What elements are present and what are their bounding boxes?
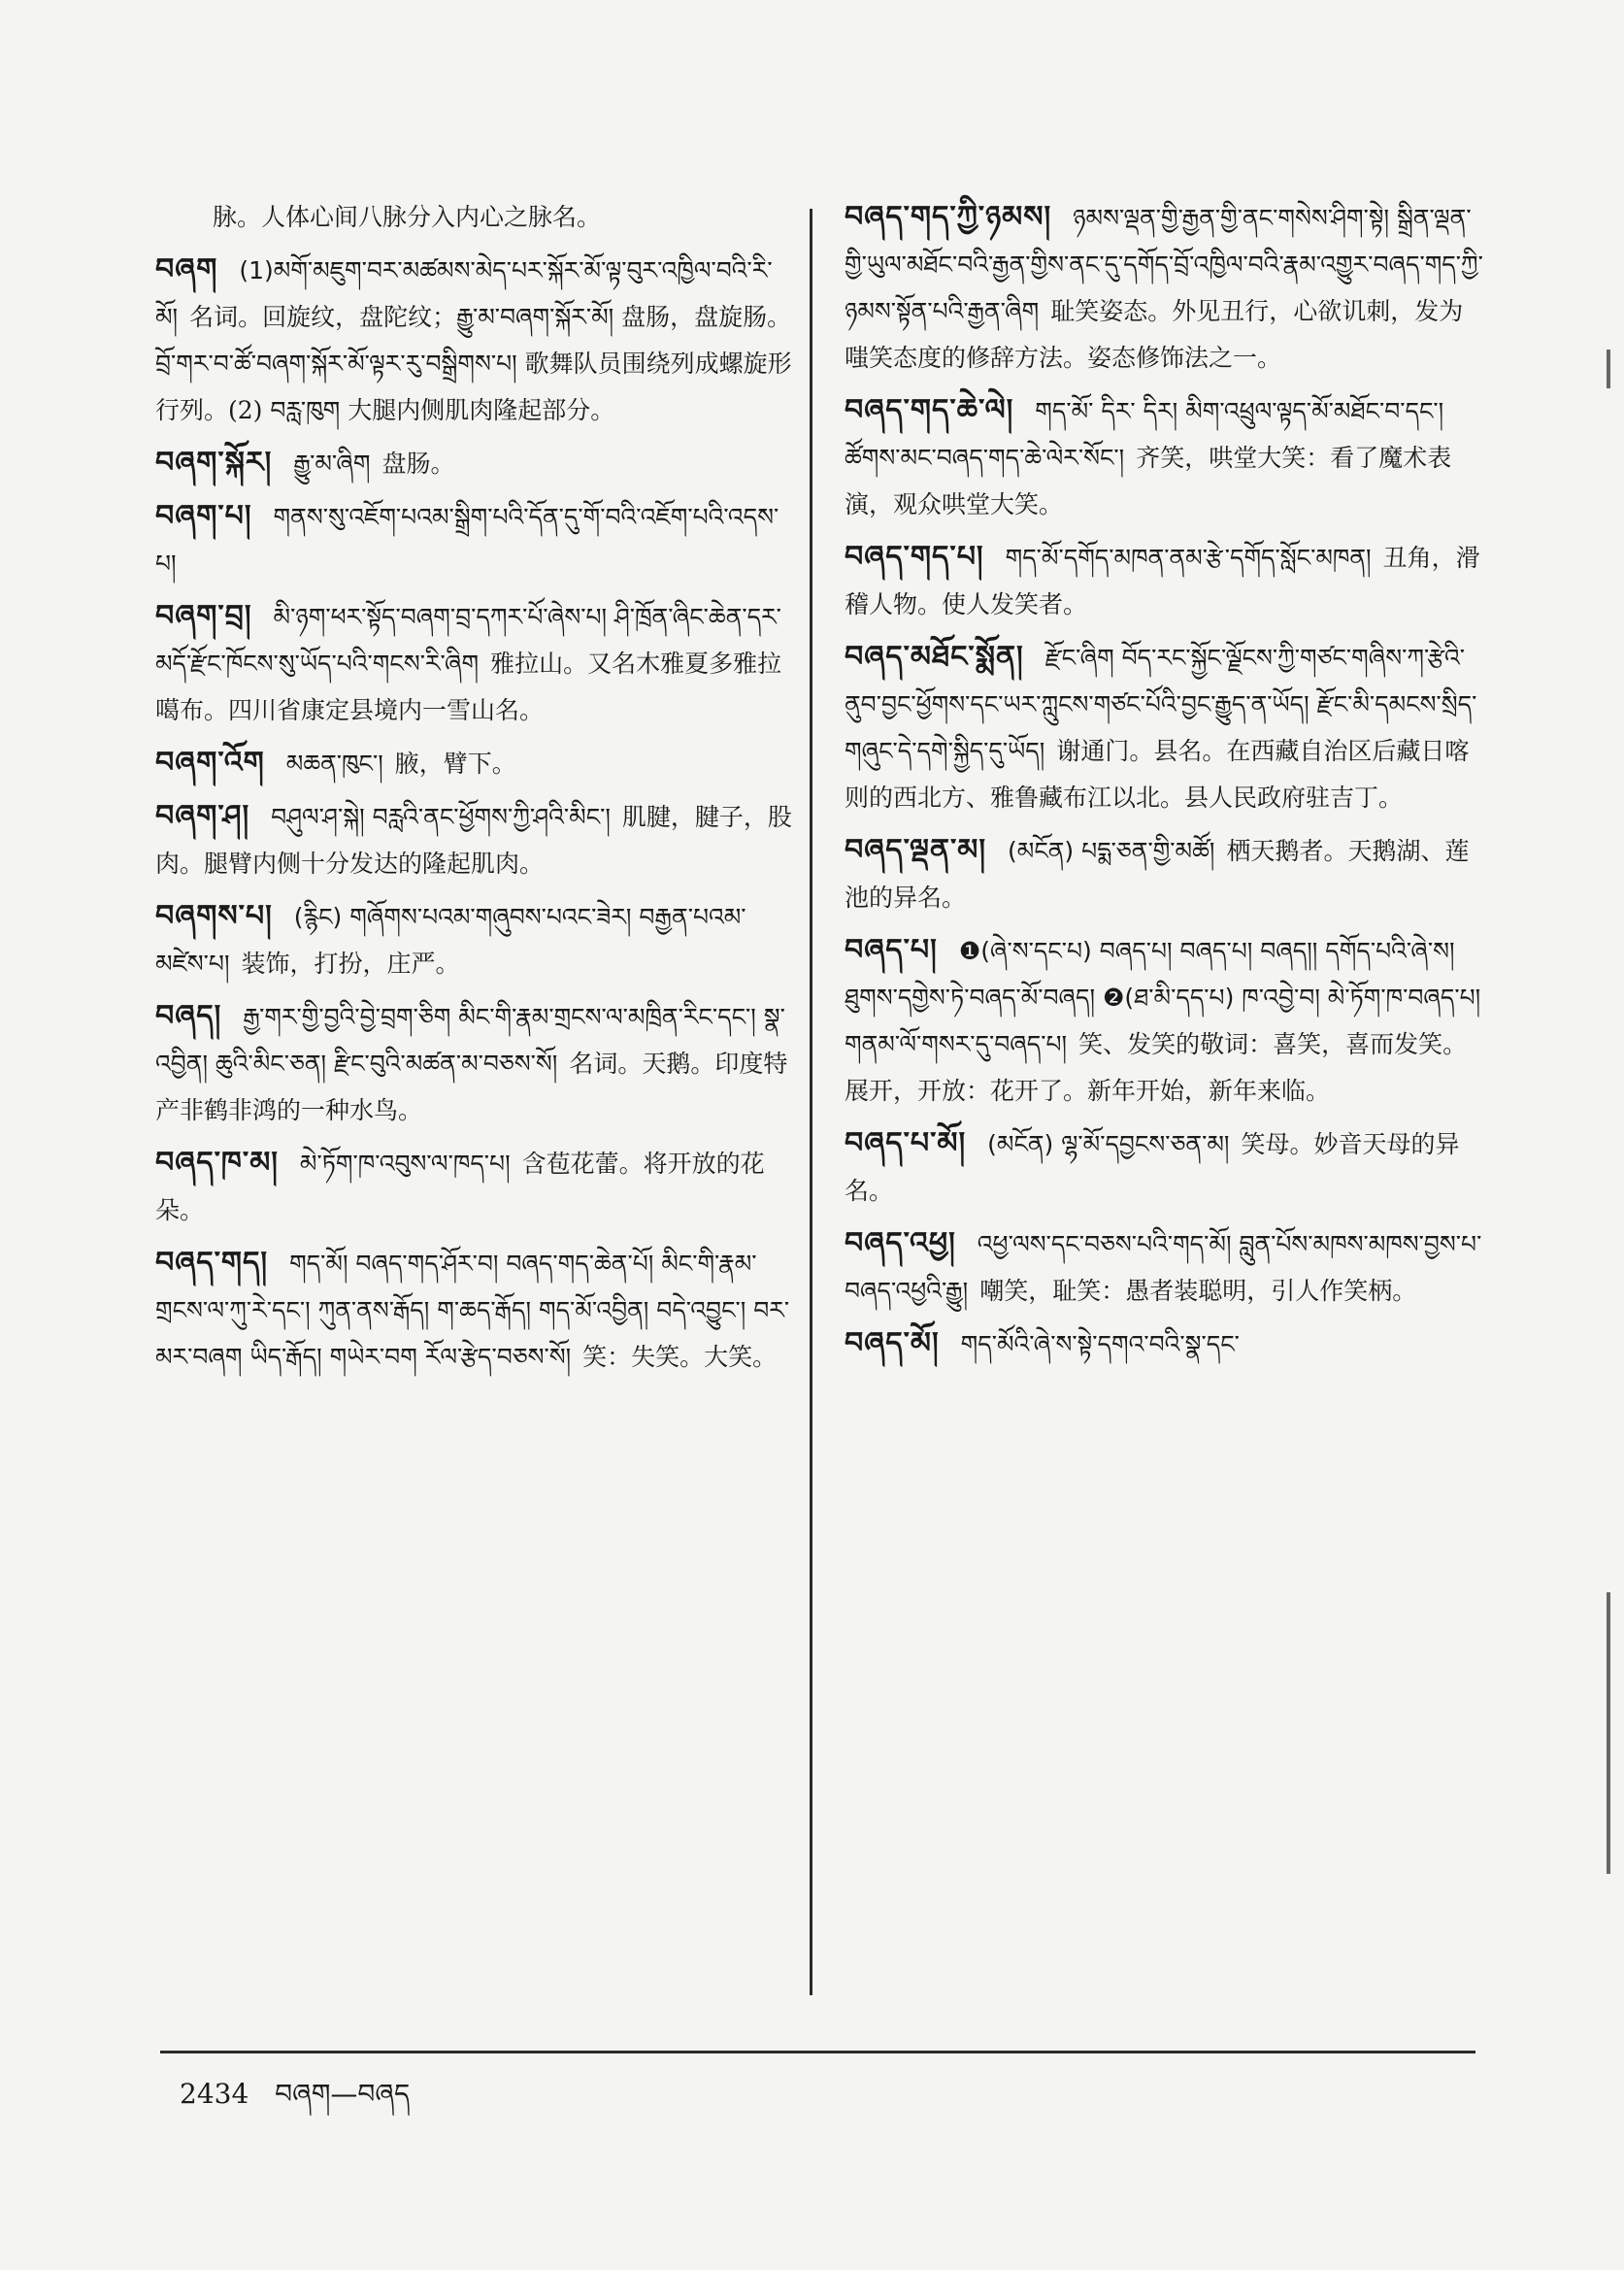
scan-mark bbox=[1607, 350, 1610, 388]
chinese-definition: 笑母。妙音天母的异名。 bbox=[845, 1130, 1460, 1205]
chinese-definition: 谢通门。县名。在西藏自治区后藏日喀则的西北方、雅鲁藏布江以北。县人民政府驻吉丁。 bbox=[845, 737, 1470, 812]
chinese-definition: 丑角，滑稽人物。使人发笑者。 bbox=[845, 544, 1480, 618]
headword: བཞད་ལྡན་མ། bbox=[845, 833, 987, 867]
chinese-definition: 装饰，打扮，庄严。 bbox=[241, 950, 460, 978]
chinese-definition: 耻笑姿态。外见丑行，心欲讥刺，发为嗤笑态度的修辞方法。姿态修饰法之一。 bbox=[845, 297, 1464, 372]
dictionary-entry bbox=[845, 827, 1485, 921]
footer bbox=[180, 2063, 410, 2140]
dictionary-entry bbox=[155, 593, 796, 734]
headword: བཞད་པ། bbox=[845, 933, 938, 967]
headword: བཞད་མོ། bbox=[845, 1326, 940, 1360]
dictionary-entry bbox=[155, 1140, 796, 1234]
tibetan-definition: ཉམས་ལྡན་གྱི་རྒྱན་གྱི་ནང་གསེས་ཤིག་སྟེ། སྒྲིན་ལྡན་གྱི་ཡུལ་མཐོང་བའི་རྒྱན་གྱིས་ནང་དུ་དགོད་བྲོ་འཁྱིལ་བའི་རྣམ་འགྱུར་བཞད་གད་ཀྱི་ཉམས་སྟོན་པའི་རྒྱན་ཞིག bbox=[845, 204, 1483, 325]
dictionary-entry bbox=[155, 740, 796, 787]
dictionary-entry bbox=[845, 1220, 1485, 1315]
tibetan-definition: གད་མོ་དགོད་མཁན་ནམ་རྩེ་དགོད་སློང་མཁན། bbox=[1005, 544, 1372, 572]
tibetan-definition: མཆན་ཁུང་། bbox=[285, 750, 383, 778]
headword: བཞག་ཤ། bbox=[155, 799, 250, 833]
tibetan-definition: གད་མོ། བཞད་གད་ཤོར་བ། བཞད་གད་ཆེན་པོ། མིང་གི་རྣམ་གྲངས་ལ་ཀུ་རེ་དང་། ཀུན་ནས་རྒོད། ག་ཆད་རྒོད། གད་མོ་འབྱིན། བདེ་འབྱུང་། བར་མར་བཞག ཡིད་རྒོད། གཡེར་བག རོལ་རྩེད་བཅས་སོ། bbox=[155, 1250, 790, 1371]
dictionary-entry bbox=[155, 493, 796, 587]
chinese-definition: 肌腱，腱子，股肉。腿臂内侧十分发达的隆起肌肉。 bbox=[155, 803, 792, 878]
chinese-definition: 腋，臂下。 bbox=[394, 750, 516, 778]
tibetan-definition: གད་མོ་ དིར་ དིར། མིག་འཕྲུལ་ལྟད་མོ་མཐོང་བ་དང་། ཚོགས་མང་བཞད་གད་ཆེ་ལེར་སོང་། bbox=[845, 397, 1444, 472]
chinese-definition: 名词。天鹅。印度特产非鹤非鸿的一种水鸟。 bbox=[155, 1050, 788, 1124]
chinese-definition: 雅拉山。又名木雅夏多雅拉噶布。四川省康定县境内一雪山名。 bbox=[155, 650, 782, 724]
dictionary-entry bbox=[845, 634, 1485, 821]
scan-mark bbox=[1607, 1592, 1610, 1874]
tibetan-definition: གནས་སུ་འཇོག་པའམ་སྒྲིག་པའི་དོན་དུ་གོ་བའི་འཇོག་པའི་འདས་པ། bbox=[155, 503, 779, 578]
page-range: བཞག—བཞད bbox=[275, 2078, 411, 2110]
tibetan-definition: ❶(ཞེ་ས་དང་པ) བཞད་པ། བཞད་པ། བཞད།། དགོད་པའི་ཞེ་ས། ཐུགས་དགྱེས་ཏེ་བཞད་མོ་བཞད། ❷(ཐ་མི་དད་པ) ཁ་འབྱེ་བ། མེ་ཏོག་ཁ་བཞད་པ། གནམ་ལོ་གསར་དུ་བཞད་པ། bbox=[845, 937, 1481, 1058]
headword: བཞད། bbox=[155, 999, 222, 1033]
tibetan-definition: རྒྱ་གར་གྱི་བྱའི་བྱེ་བྲག་ཅིག མིང་གི་རྣམ་གྲངས་ལ་མཁྲིན་རིང་དང་། སྣ་འབྱིན། ཆུའི་མིང་ཅན། རྫིང་བུའི་མཚན་མ་བཅས་སོ། bbox=[155, 1003, 785, 1078]
chinese-definition: 笑、发笑的敬词：喜笑，喜而发笑。展开，开放：花开了。新年开始，新年来临。 bbox=[845, 1030, 1468, 1105]
dictionary-entry bbox=[155, 194, 796, 241]
dictionary-entry bbox=[155, 440, 796, 487]
tibetan-definition: བཤུལ་ཤ་སྐེ། བརླའི་ནང་ཕྱོགས་ཀྱི་ཤའི་མིང་། bbox=[271, 803, 611, 831]
headword: བཞག་འོག bbox=[155, 746, 265, 780]
headword: བཞག་བྲ། bbox=[155, 599, 252, 633]
dictionary-entry bbox=[845, 534, 1485, 628]
dictionary-entry bbox=[845, 387, 1485, 528]
headword: བཞད་གད། bbox=[155, 1246, 269, 1280]
chinese-definition: 盘肠。 bbox=[381, 450, 455, 478]
headword: བཞད་འཕྱ། bbox=[845, 1226, 956, 1260]
headword: བཞག་སྐོར། bbox=[155, 446, 273, 480]
dictionary-entry bbox=[845, 1320, 1485, 1368]
dictionary-entry bbox=[155, 247, 796, 434]
tibetan-definition: (མངོན) པདྨ་ཅན་གྱི་མཚོ། bbox=[1008, 837, 1215, 865]
headword: བཞད་མཐོང་སྨོན། bbox=[845, 640, 1024, 674]
chinese-definition: 含苞花蕾。将开放的花朵。 bbox=[155, 1150, 765, 1224]
headword: བཞག་པ། bbox=[155, 499, 252, 533]
headword: བཞག bbox=[155, 252, 218, 286]
chinese-definition: 栖天鹅者。天鹅湖、莲池的异名。 bbox=[845, 837, 1470, 912]
tibetan-definition: གད་མོའི་ཞེ་ས་སྟེ་དགའ་བའི་སྣ་དང་ bbox=[960, 1330, 1240, 1358]
tibetan-definition: (མངོན) ལྷ་མོ་དབྱངས་ཅན་མ། bbox=[987, 1130, 1230, 1158]
tibetan-definition: འཕྱ་ལས་དང་བཅས་པའི་གད་མོ། བླུན་པོས་མཁས་མཁས་བྱས་པ་བཞད་འཕྱའི་རྒྱུ། bbox=[845, 1230, 1482, 1305]
tibetan-definition: རྫོང་ཞིག བོད་རང་སྐྱོང་ལྗོངས་ཀྱི་གཙང་གཞིས་ཀ་རྩེའི་ནུབ་བྱང་ཕྱོགས་དང་ཡར་ཀླུངས་གཙང་པོའི་བྱང་རྒྱུད་ན་ཡོད། རྫོང་མི་དམངས་སྲིད་གཞུང་དེ་དགེ་སྐྱིད་དུ་ཡོད། bbox=[845, 644, 1477, 765]
dictionary-entry bbox=[845, 1120, 1485, 1215]
headword: བཞད་གད་ཆེ་ལེ། bbox=[845, 393, 1014, 427]
chinese-definition: 齐笑，哄堂大笑：看了魔术表演，观众哄堂大笑。 bbox=[845, 444, 1452, 518]
chinese-definition: 名词。回旋纹，盘陀纹；རྒྱུ་མ་བཞག་སྐོར་མོ། 盘肠，盘旋肠。 བྲོ་གར་བ་ཚོ་བཞག་སྐོར་མོ་ལྟར་རུ་བསྒྲིགས་པ། 歌舞队员围绕列成螺旋形行列。(2) བརླ་ཁུག 大腿内侧肌肉隆起部分。 bbox=[155, 303, 792, 424]
page-number: 2434 bbox=[180, 2078, 249, 2110]
headword: བཞད་ཁ་མ། bbox=[155, 1146, 279, 1180]
headword: བཞགས་པ། bbox=[155, 899, 273, 933]
chinese-definition: 嘲笑，耻笑：愚者装聪明，引人作笑柄。 bbox=[979, 1277, 1417, 1305]
chinese-definition: 脉。人体心间八脉分入内心之脉名。 bbox=[213, 203, 602, 231]
chinese-definition: 笑：失笑。大笑。 bbox=[582, 1343, 778, 1371]
dictionary-entry bbox=[155, 893, 796, 987]
dictionary-entry bbox=[845, 927, 1485, 1115]
headword: བཞད་པ་མོ། bbox=[845, 1126, 967, 1160]
tibetan-definition: (1)མགོ་མཇུག་བར་མཚམས་མེད་པར་སྐོར་མོ་ལྟ་བུར་འཁྱིལ་བའི་རི་མོ། bbox=[155, 256, 773, 331]
left-column bbox=[155, 194, 796, 1386]
dictionary-entry bbox=[155, 1240, 796, 1381]
dictionary-entry bbox=[155, 793, 796, 887]
headword: བཞད་གད་པ། bbox=[845, 540, 984, 574]
dictionary-entry bbox=[155, 993, 796, 1134]
tibetan-definition: མེ་ཏོག་ཁ་འབུས་ལ་ཁད་པ། bbox=[299, 1150, 511, 1178]
tibetan-definition: རྒྱུ་མ་ཞིག bbox=[293, 450, 371, 478]
tibetan-definition: (རྙིང) གཞོགས་པའམ་གཞུབས་པའང་ཟེར། བརྒྱན་པའམ་མཛེས་པ། bbox=[155, 903, 746, 978]
right-column bbox=[845, 194, 1485, 1374]
divider bbox=[810, 209, 812, 1995]
headword: བཞད་གད་ཀྱི་ཉམས། bbox=[845, 200, 1052, 234]
tibetan-definition: མི་ཉག་ཕར་སྟོད་བཞག་བྲ་དཀར་པོ་ཞེས་པ། ཤི་ཁྲོན་ཞིང་ཆེན་དར་མདོ་རྫོང་ཁོངས་སུ་ཡོད་པའི་གངས་རི་ཞིག bbox=[155, 603, 781, 678]
footer-rule bbox=[160, 2051, 1475, 2053]
dictionary-entry bbox=[845, 194, 1485, 382]
